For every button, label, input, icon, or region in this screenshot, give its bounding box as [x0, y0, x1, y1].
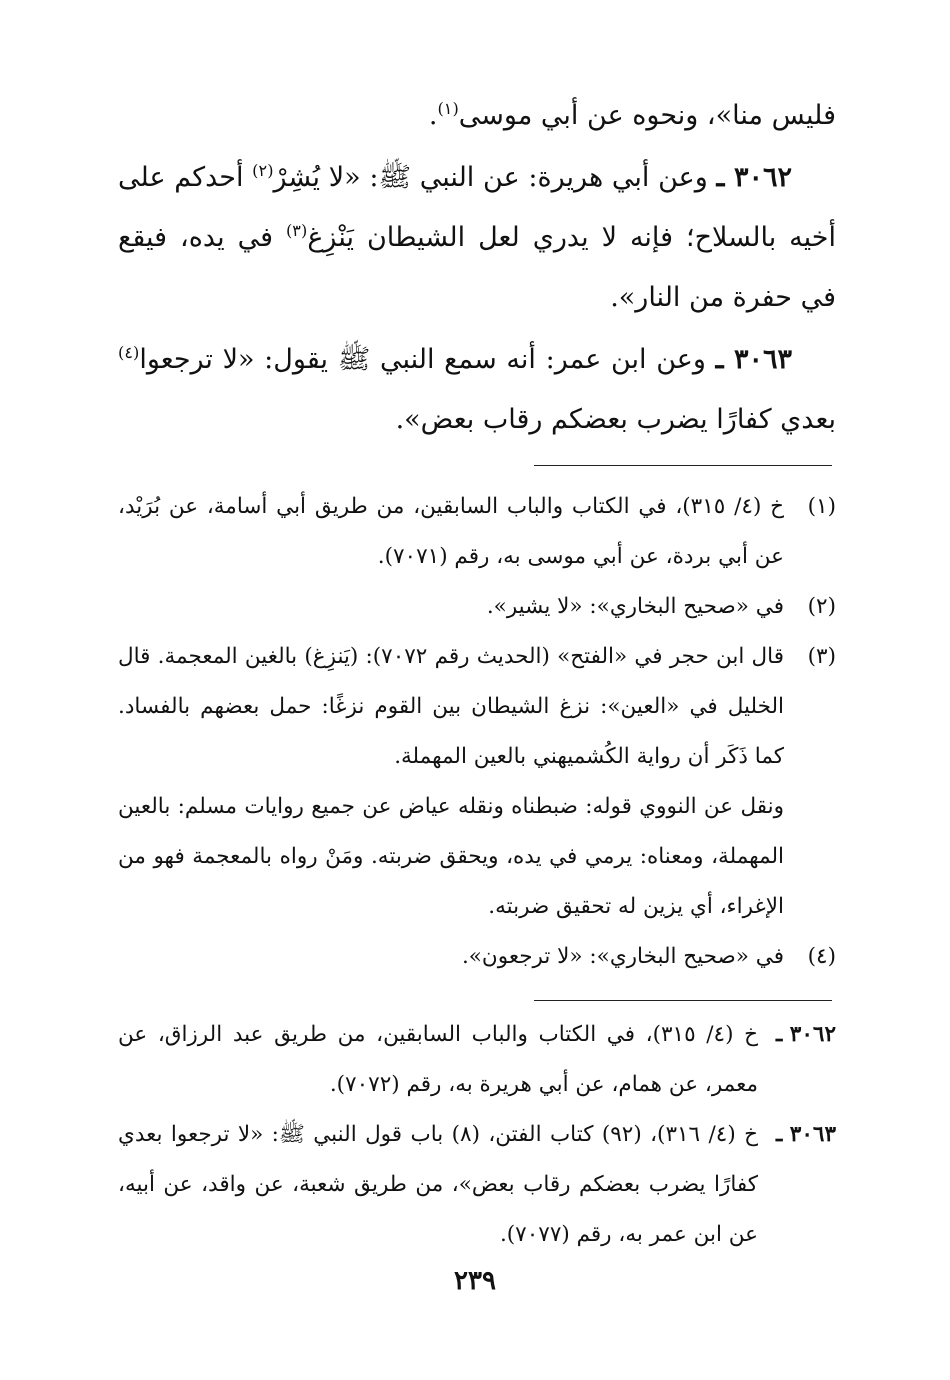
- footnote-text: قال ابن حجر في «الفتح» (الحديث رقم ٧٠٧٢): (يَنزِغ) بالغين المعجمة. قال الخليل في «العين»: نزغ الشيطان بين القوم نزغًا: حمل بعضهم بالفساد. كما ذَكَر أن رواية الكُشميهني بالعين المهملة.: [118, 644, 785, 769]
- footnote-item: [118, 932, 836, 982]
- paragraph-continuation: [118, 86, 836, 146]
- footnote-text: في «صحيح البخاري»: «لا يشير».: [486, 594, 784, 619]
- footnote-number: (٣): [807, 644, 836, 669]
- hadith-3063: [118, 330, 836, 450]
- footnote-item: [118, 632, 836, 932]
- footnote-item: [118, 482, 836, 582]
- source-text: خ (٤/ ٣١٥)، في الكتاب والباب السابقين، من طريق عبد الرزاق، عن معمر، عن همام، عن أبي هريرة به، رقم (٧٠٧٢).: [118, 1022, 758, 1097]
- footnote-ref-4[interactable]: (٤): [118, 343, 140, 362]
- source-text: خ (٤/ ٣١٦)، (٩٢) كتاب الفتن، (٨) باب قول النبي ﷺ: «لا ترجعوا بعدي كفارًا يضرب بعضكم رقاب بعض»، من طريق شعبة، عن واقد، عن أبيه، عن ابن عمر به، رقم (٧٠٧٧).: [118, 1122, 758, 1247]
- footnote-item: [118, 582, 836, 632]
- footnote-number: (١): [807, 494, 836, 519]
- hadith-number: ٣٠٦٢ ـ: [716, 162, 792, 193]
- continuation-end: .: [428, 100, 438, 131]
- footnotes: [118, 482, 836, 982]
- footnote-text: في «صحيح البخاري»: «لا ترجعون».: [461, 944, 784, 969]
- footnote-ref-1[interactable]: (١): [437, 99, 459, 118]
- page-number: ٢٣٩: [454, 1266, 496, 1296]
- hadith-text-b: بعدي كفارًا يضرب بعضكم رقاب بعض».: [395, 404, 836, 435]
- source-item: [118, 1110, 836, 1260]
- footnote-text: خ (٤/ ٣١٥)، في الكتاب والباب السابقين، من طريق أبي أسامة، عن بُرَيْد، عن أبي بردة، عن أبي موسى به، رقم (٧٠٧١).: [118, 494, 784, 569]
- hadith-text-a: وعن ابن عمر: أنه سمع النبي ﷺ يقول: «لا ترجعوا: [139, 344, 706, 375]
- hadith-text-c: في يده، فيقع في حفرة من النار».: [118, 222, 836, 313]
- source-number: ٣٠٦٢ ـ: [776, 1022, 836, 1047]
- footnote-number: (٢): [807, 594, 836, 619]
- sources: [118, 1010, 836, 1260]
- footnote-ref-2[interactable]: (٢): [252, 161, 274, 180]
- hadith-text-a: وعن أبي هريرة: عن النبي ﷺ: «لا يُشِرْ: [273, 162, 708, 193]
- hadith-number: ٣٠٦٣ ـ: [715, 344, 793, 375]
- source-item: [118, 1010, 836, 1110]
- footnote-text-continued: ونقل عن النووي قوله: ضبطناه ونقله عياض عن جميع روايات مسلم: بالعين المهملة، ومعناه: يرمي في يده، ويحقق ضربته. ومَنْ رواه بالمعجمة فهو من الإغراء، أي يزين له تحقيق ضربته.: [118, 794, 784, 919]
- hadith-3062: [118, 148, 836, 328]
- main-text: [118, 86, 836, 450]
- footnote-ref-3[interactable]: (٣): [285, 221, 308, 240]
- footnote-separator: [534, 465, 832, 466]
- source-number: ٣٠٦٣ ـ: [776, 1122, 836, 1147]
- footnote-number: (٤): [807, 944, 836, 969]
- hadith-text-b: أحدكم على أخيه بالسلاح؛ فإنه لا يدري لعل الشيطان يَنْزِغ: [118, 162, 836, 253]
- continuation-text: فليس منا»، ونحوه عن أبي موسى: [458, 100, 836, 131]
- sources-separator: [534, 1000, 832, 1001]
